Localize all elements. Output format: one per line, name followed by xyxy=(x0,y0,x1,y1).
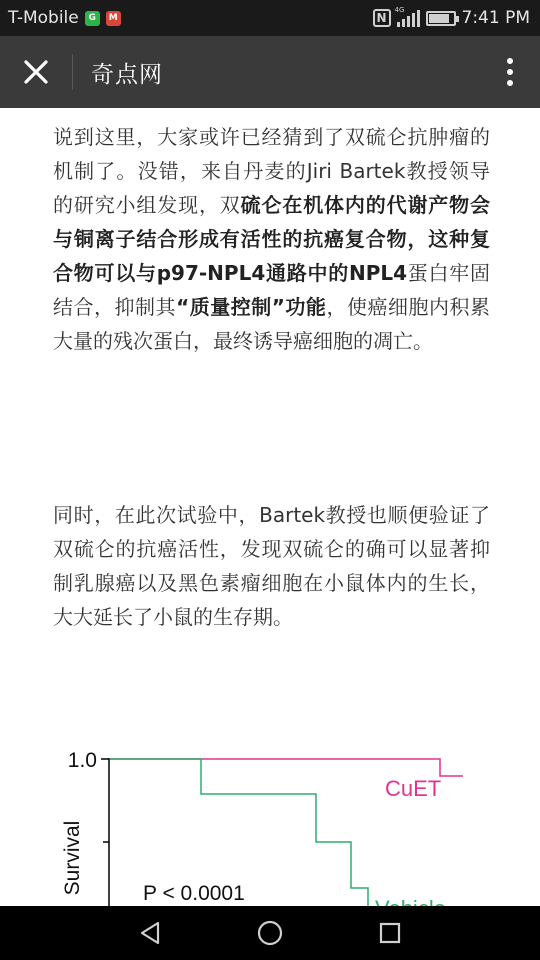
app-bar xyxy=(0,36,540,108)
article-paragraph-2: 同时，在此次试验中，Bartek教授也顺便验证了双硫仑的抗癌活性，发现双硫仑的确可以显著抑制乳腺癌以及黑色素瘤细胞在小鼠体内的生长，大大延长了小鼠的生存期。 xyxy=(53,503,490,629)
article-content[interactable] xyxy=(0,108,540,906)
battery-level xyxy=(429,14,449,23)
page-title: 奇点网 xyxy=(91,61,163,88)
recents-button[interactable] xyxy=(363,906,417,960)
nfc-icon: N xyxy=(373,9,391,27)
p1-bold-b: 硫仑在机体内的代谢产物会与铜离子结合形成有活性的抗癌复合物，这种复合物可以与p97-NPL4通路中的NPL4 xyxy=(53,193,491,285)
survival-chart xyxy=(53,738,490,908)
recents-icon xyxy=(378,921,402,945)
more-vert-icon xyxy=(506,57,514,87)
signal-icon xyxy=(394,6,420,27)
battery-icon xyxy=(426,11,456,26)
p-value-label: P < 0.0001 xyxy=(143,882,245,905)
survival-chart-svg xyxy=(53,738,490,908)
p1-text-e: ，使癌细胞内积累大量的残次蛋白，最终诱导癌细胞的凋亡。 xyxy=(53,295,491,353)
notification-app-icon: G xyxy=(85,11,100,26)
more-options-button[interactable] xyxy=(480,36,540,108)
series-cuet-label: CuET xyxy=(385,776,442,801)
y-tick-label: 1.0 xyxy=(67,749,97,772)
article-paragraph-1 xyxy=(53,120,490,358)
status-right xyxy=(373,8,531,28)
app-bar-divider xyxy=(72,54,73,90)
home-button[interactable] xyxy=(243,906,297,960)
series-cuet-line xyxy=(110,759,463,776)
notification-message-icon: M xyxy=(106,11,121,26)
y-axis-label: Survival xyxy=(61,820,84,896)
close-icon xyxy=(23,59,49,85)
status-bar xyxy=(0,0,540,36)
back-button[interactable] xyxy=(123,906,177,960)
p1-bold-d: “质量控制”功能 xyxy=(176,295,327,319)
close-button[interactable] xyxy=(0,36,72,108)
navigation-bar xyxy=(0,906,540,960)
status-left xyxy=(8,8,121,28)
p1-text-c: 蛋白牢固结合，抑制其 xyxy=(53,261,491,319)
back-icon xyxy=(138,920,162,946)
carrier-name: T-Mobile xyxy=(8,8,79,28)
clock: 7:41 PM xyxy=(461,8,530,28)
home-icon xyxy=(256,919,284,947)
p1-text-a: 说到这里，大家或许已经猜到了双硫仑抗肿瘤的机制了。没错，来自丹麦的Jiri Bartek教授领导的研究小组发现，双 xyxy=(53,125,490,217)
network-type-label: 4G xyxy=(394,6,405,14)
